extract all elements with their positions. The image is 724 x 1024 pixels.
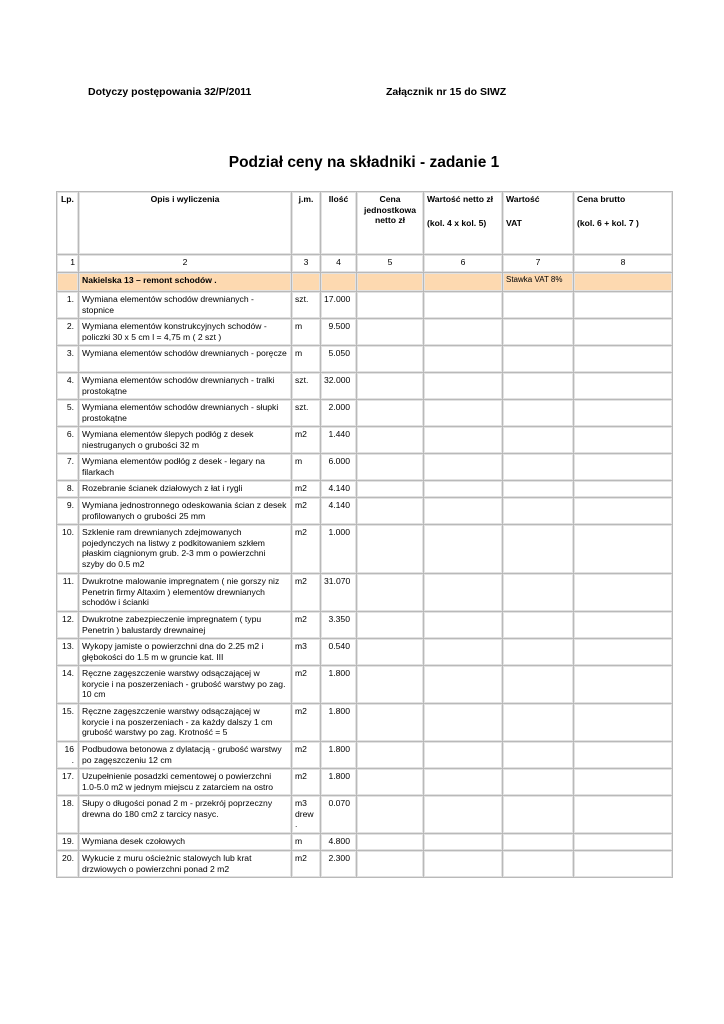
row-quantity: 31.070 (321, 574, 357, 612)
row-lp: 10. (57, 525, 79, 574)
row-quantity: 2.000 (321, 400, 357, 427)
row-lp: 6. (57, 427, 79, 454)
row-gross-price (574, 481, 673, 498)
row-lp: 19. (57, 834, 79, 851)
row-vat-value (503, 666, 574, 704)
row-unit: m (292, 319, 321, 346)
section-empty-cell (424, 273, 503, 292)
table-row (57, 612, 673, 639)
row-quantity: 1.800 (321, 704, 357, 742)
table-row (57, 666, 673, 704)
row-net-value (424, 525, 503, 574)
row-lp: 14. (57, 666, 79, 704)
row-lp: 8. (57, 481, 79, 498)
row-unit: m2 (292, 704, 321, 742)
row-lp: 15. (57, 704, 79, 742)
row-vat-value (503, 639, 574, 666)
row-quantity: 9.500 (321, 319, 357, 346)
table-row (57, 346, 673, 373)
row-unit: m2 (292, 498, 321, 525)
reference-number: Dotyczy postępowania 32/P/2011 (88, 86, 252, 98)
section-empty-cell (321, 273, 357, 292)
row-net-value (424, 292, 503, 319)
row-net-value (424, 612, 503, 639)
row-net-value (424, 639, 503, 666)
row-unit-price (357, 666, 424, 704)
row-quantity: 17.000 (321, 292, 357, 319)
row-gross-price (574, 346, 673, 373)
row-unit-price (357, 427, 424, 454)
row-description: Rozebranie ścianek działowych z łat i rygli (79, 481, 292, 498)
row-lp: 3. (57, 346, 79, 373)
row-unit: m3 drew . (292, 796, 321, 834)
row-gross-price (574, 574, 673, 612)
row-vat-value (503, 612, 574, 639)
column-number: 4 (321, 255, 357, 273)
row-lp: 17. (57, 769, 79, 796)
row-net-value (424, 373, 503, 400)
row-unit-price (357, 346, 424, 373)
col-header-vat-top: Wartość (506, 194, 540, 204)
row-gross-price (574, 525, 673, 574)
row-description: Ręczne zagęszczenie warstwy odsączającej w korycie i na poszerzeniach - grubość warstwy po zag. 10 cm (79, 666, 292, 704)
col-header-netto (424, 192, 503, 255)
col-header-netto-bottom: (kol. 4 x kol. 5) (427, 217, 487, 228)
row-gross-price (574, 612, 673, 639)
row-description: Szklenie ram drewnianych zdejmowanych pojedynczych na listwy z podkitowaniem szkłem płaskim ciągnionym grub. 2-3 mm o powierzchni szyby do 0.5 m2 (79, 525, 292, 574)
row-lp: 9. (57, 498, 79, 525)
row-unit-price (357, 769, 424, 796)
table-row (57, 851, 673, 878)
row-quantity: 0.540 (321, 639, 357, 666)
column-number: 3 (292, 255, 321, 273)
row-unit-price (357, 481, 424, 498)
section-empty-cell (292, 273, 321, 292)
row-gross-price (574, 319, 673, 346)
row-unit: m2 (292, 574, 321, 612)
row-vat-value (503, 834, 574, 851)
row-unit: m2 (292, 851, 321, 878)
table-header-row (57, 192, 673, 255)
col-header-ilosc: Ilość (321, 192, 357, 255)
row-gross-price (574, 292, 673, 319)
row-unit-price (357, 498, 424, 525)
page-title (0, 154, 724, 172)
row-net-value (424, 481, 503, 498)
row-net-value (424, 427, 503, 454)
section-lp-cell (57, 273, 79, 292)
row-lp: 1. (57, 292, 79, 319)
row-quantity: 32.000 (321, 373, 357, 400)
row-unit: szt. (292, 292, 321, 319)
row-vat-value (503, 498, 574, 525)
row-description: Wymiana desek czołowych (79, 834, 292, 851)
row-vat-value (503, 427, 574, 454)
row-description: Uzupełnienie posadzki cementowej o powierzchni 1.0-5.0 m2 w jednym miejscu z zatarciem na ostro (79, 769, 292, 796)
row-lp: 11. (57, 574, 79, 612)
column-number: 6 (424, 255, 503, 273)
row-description: Ręczne zagęszczenie warstwy odsączającej w korycie i na poszerzeniach - za każdy dalszy 1 cm grubość warstwy po zag. Krotność = 5 (79, 704, 292, 742)
row-quantity: 1.800 (321, 742, 357, 769)
row-quantity: 6.000 (321, 454, 357, 481)
section-title: Nakielska 13 – remont schodów . (79, 273, 292, 292)
row-vat-value (503, 851, 574, 878)
table-row (57, 481, 673, 498)
col-header-opis: Opis i wyliczenia (79, 192, 292, 255)
row-unit: m2 (292, 481, 321, 498)
col-header-lp: Lp. (57, 192, 79, 255)
table-row (57, 574, 673, 612)
section-vat-rate: Stawka VAT 8% (503, 273, 574, 292)
column-number: 5 (357, 255, 424, 273)
row-unit-price (357, 612, 424, 639)
row-unit: szt. (292, 400, 321, 427)
row-unit-price (357, 292, 424, 319)
row-net-value (424, 742, 503, 769)
row-description: Wymiana elementów ślepych podłóg z desek niestruganych o grubości 32 m (79, 427, 292, 454)
row-unit-price (357, 525, 424, 574)
col-header-brutto-bottom: (kol. 6 + kol. 7 ) (577, 217, 639, 228)
row-unit-price (357, 851, 424, 878)
row-unit-price (357, 400, 424, 427)
table-row (57, 373, 673, 400)
row-unit: m2 (292, 612, 321, 639)
row-unit-price (357, 574, 424, 612)
row-vat-value (503, 769, 574, 796)
row-description: Podbudowa betonowa z dylatacją - grubość warstwy po zagęszczeniu 12 cm (79, 742, 292, 769)
row-quantity: 0.070 (321, 796, 357, 834)
table-row (57, 704, 673, 742)
row-description: Wymiana elementów podłóg z desek - legary na filarkach (79, 454, 292, 481)
row-net-value (424, 454, 503, 481)
section-row (57, 273, 673, 292)
table-row (57, 427, 673, 454)
row-unit: m (292, 834, 321, 851)
row-net-value (424, 851, 503, 878)
row-gross-price (574, 400, 673, 427)
row-vat-value (503, 373, 574, 400)
row-vat-value (503, 319, 574, 346)
row-gross-price (574, 454, 673, 481)
row-unit: szt. (292, 373, 321, 400)
row-unit-price (357, 742, 424, 769)
table-row (57, 834, 673, 851)
col-header-jm: j.m. (292, 192, 321, 255)
row-quantity: 5.050 (321, 346, 357, 373)
row-gross-price (574, 639, 673, 666)
row-lp: 16 . (57, 742, 79, 769)
row-gross-price (574, 373, 673, 400)
row-description: Wymiana elementów schodów drewnianych - słupki prostokątne (79, 400, 292, 427)
row-lp: 12. (57, 612, 79, 639)
col-header-cena: Cena jednostkowa netto zł (357, 192, 424, 255)
row-lp: 7. (57, 454, 79, 481)
row-unit-price (357, 319, 424, 346)
row-unit-price (357, 704, 424, 742)
row-description: Wykopy jamiste o powierzchni dna do 2.25 m2 i głębokości do 1.5 m w gruncie kat. III (79, 639, 292, 666)
row-unit-price (357, 373, 424, 400)
row-lp: 18. (57, 796, 79, 834)
row-unit: m2 (292, 427, 321, 454)
row-net-value (424, 574, 503, 612)
row-net-value (424, 666, 503, 704)
table-row (57, 319, 673, 346)
row-vat-value (503, 525, 574, 574)
col-header-brutto (574, 192, 673, 255)
row-unit: m2 (292, 666, 321, 704)
row-net-value (424, 498, 503, 525)
row-vat-value (503, 400, 574, 427)
row-description: Wymiana elementów schodów drewnianych - stopnice (79, 292, 292, 319)
row-net-value (424, 319, 503, 346)
row-lp: 2. (57, 319, 79, 346)
row-unit: m2 (292, 742, 321, 769)
row-vat-value (503, 796, 574, 834)
table-row (57, 525, 673, 574)
column-number: 7 (503, 255, 574, 273)
row-description: Słupy o długości ponad 2 m - przekrój poprzeczny drewna do 180 cm2 z tarcicy nasyc. (79, 796, 292, 834)
row-description: Wymiana jednostronnego odeskowania ścian z desek profilowanych o grubości 25 mm (79, 498, 292, 525)
row-gross-price (574, 796, 673, 834)
col-header-brutto-top: Cena brutto (577, 194, 626, 204)
table-row (57, 498, 673, 525)
column-number-row (57, 255, 673, 273)
row-gross-price (574, 769, 673, 796)
row-description: Wymiana elementów konstrukcyjnych schodów - policzki 30 x 5 cm l = 4,75 m ( 2 szt ) (79, 319, 292, 346)
row-unit-price (357, 639, 424, 666)
row-lp: 5. (57, 400, 79, 427)
row-unit: m3 (292, 639, 321, 666)
price-breakdown-table (56, 191, 673, 878)
table-row (57, 796, 673, 834)
row-description: Wykucie z muru ościeżnic stalowych lub krat drzwiowych o powierzchni ponad 2 m2 (79, 851, 292, 878)
row-unit: m2 (292, 769, 321, 796)
col-header-vat (503, 192, 574, 255)
row-gross-price (574, 427, 673, 454)
row-gross-price (574, 498, 673, 525)
row-net-value (424, 346, 503, 373)
row-vat-value (503, 481, 574, 498)
row-quantity: 3.350 (321, 612, 357, 639)
row-net-value (424, 704, 503, 742)
row-vat-value (503, 704, 574, 742)
row-net-value (424, 400, 503, 427)
column-number: 2 (79, 255, 292, 273)
row-lp: 20. (57, 851, 79, 878)
table-row (57, 292, 673, 319)
row-gross-price (574, 666, 673, 704)
row-description: Wymiana elementów schodów drewnianych - poręcze (79, 346, 292, 373)
row-vat-value (503, 292, 574, 319)
row-vat-value (503, 454, 574, 481)
row-quantity: 4.140 (321, 498, 357, 525)
row-gross-price (574, 851, 673, 878)
column-number: 8 (574, 255, 673, 273)
row-vat-value (503, 346, 574, 373)
row-lp: 4. (57, 373, 79, 400)
table-row (57, 639, 673, 666)
table-row (57, 400, 673, 427)
row-net-value (424, 769, 503, 796)
row-quantity: 1.800 (321, 666, 357, 704)
page-title-text: Podział ceny na składniki - zadanie 1 (228, 154, 500, 171)
section-empty-cell (574, 273, 673, 292)
row-unit-price (357, 796, 424, 834)
row-quantity: 4.140 (321, 481, 357, 498)
row-quantity: 1.800 (321, 769, 357, 796)
row-net-value (424, 796, 503, 834)
row-lp: 13. (57, 639, 79, 666)
column-number: 1 (57, 255, 79, 273)
row-vat-value (503, 574, 574, 612)
col-header-netto-top: Wartość netto zł (427, 194, 494, 204)
row-quantity: 1.440 (321, 427, 357, 454)
row-net-value (424, 834, 503, 851)
row-unit: m (292, 346, 321, 373)
row-unit: m (292, 454, 321, 481)
row-description: Dwukrotne malowanie impregnatem ( nie gorszy niz Penetrin firmy Altaxim ) elementów drewnianych schodów i ścianki (79, 574, 292, 612)
section-empty-cell (357, 273, 424, 292)
row-unit-price (357, 454, 424, 481)
row-gross-price (574, 834, 673, 851)
row-quantity: 2.300 (321, 851, 357, 878)
row-quantity: 4.800 (321, 834, 357, 851)
table-row (57, 454, 673, 481)
row-gross-price (574, 704, 673, 742)
row-vat-value (503, 742, 574, 769)
table-row (57, 742, 673, 769)
row-description: Wymiana elementów schodów drewnianych - tralki prostokątne (79, 373, 292, 400)
row-unit: m2 (292, 525, 321, 574)
attachment-label: Załącznik nr 15 do SIWZ (386, 86, 507, 98)
row-unit-price (357, 834, 424, 851)
row-description: Dwukrotne zabezpieczenie impregnatem ( typu Penetrin ) balustardy drewnainej (79, 612, 292, 639)
row-quantity: 1.000 (321, 525, 357, 574)
col-header-vat-bottom: VAT (506, 217, 522, 228)
table-row (57, 769, 673, 796)
row-gross-price (574, 742, 673, 769)
